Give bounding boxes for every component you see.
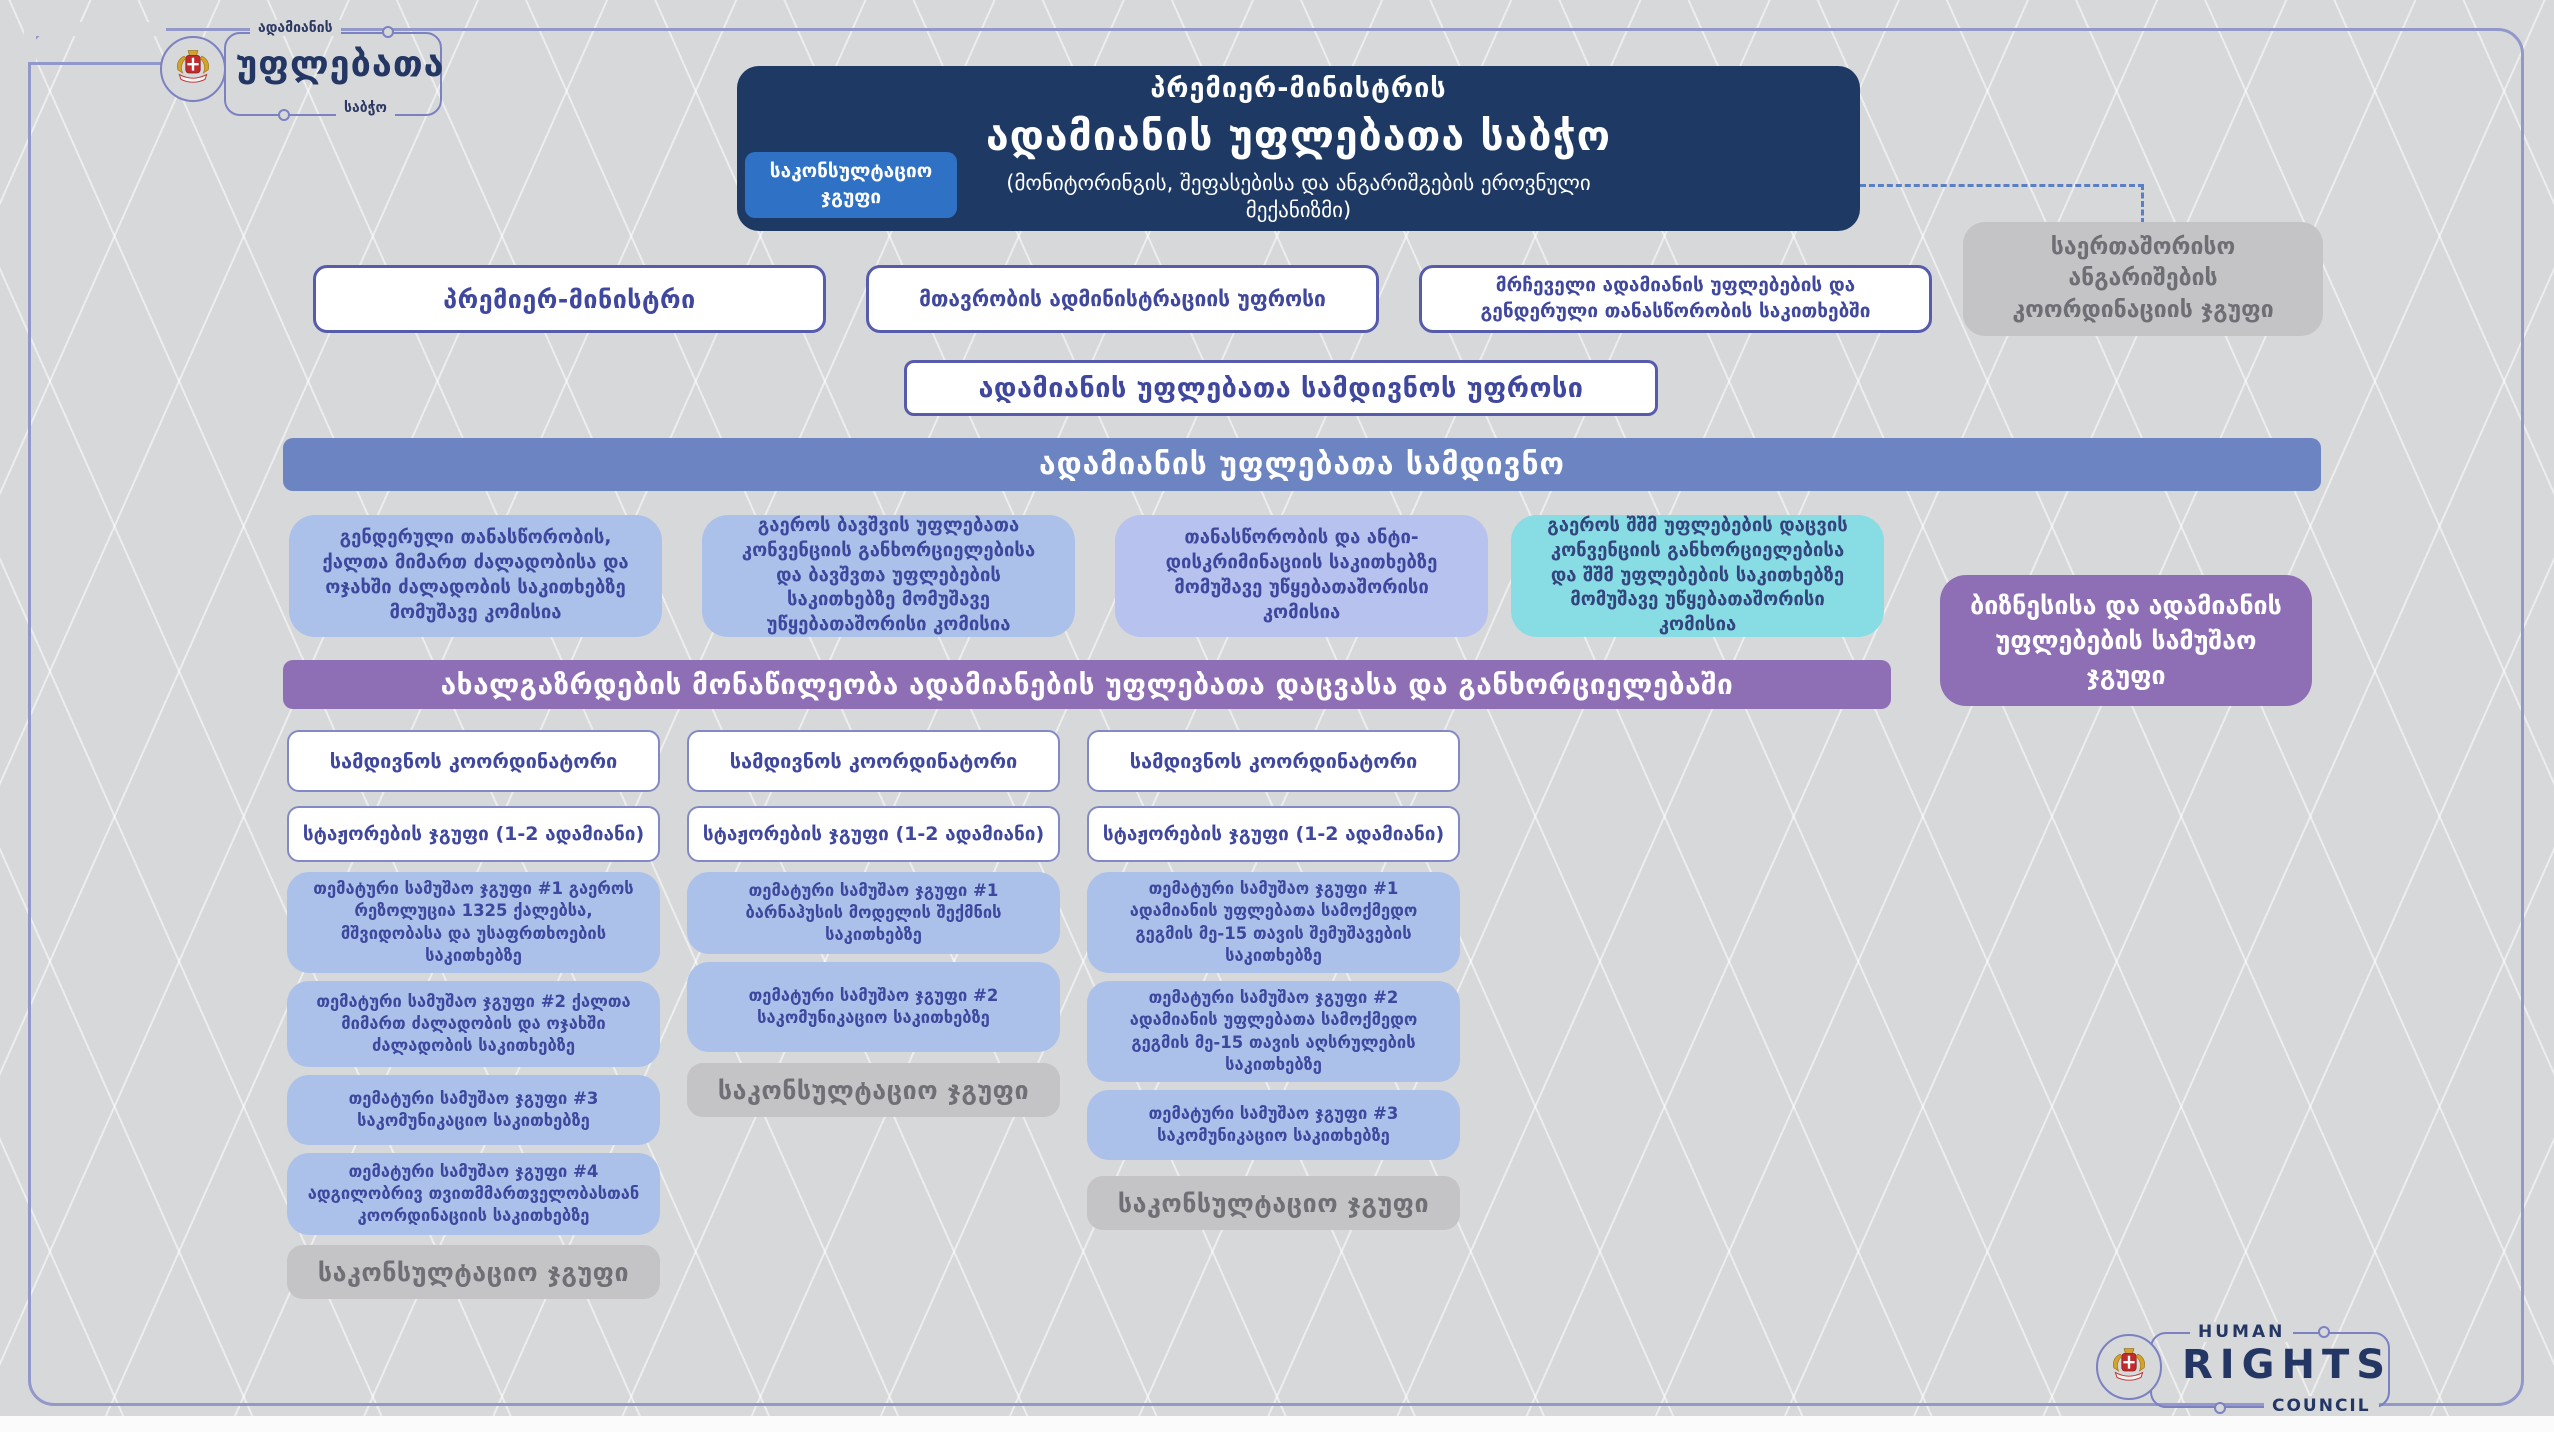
govt-administration-head-box: მთავრობის ადმინისტრაციის უფროსი: [866, 265, 1379, 333]
commission-crpd-box: გაეროს შშმ უფლებების დაცვის კონვენციის განხორციელებისა და შშმ უფლებების საკითხებზე მომუშავე უწყებათაშორისი კომისია: [1511, 515, 1884, 637]
youth-column-2: [687, 730, 1060, 1117]
column1-twg1-box: თემატური სამუშაო ჯგუფი #1 გაეროს რეზოლუცია 1325 ქალებსა, მშვიდობასა და უსაფრთხოების საკითხებზე: [287, 872, 660, 973]
column3-twg2-box: თემატური სამუშაო ჯგუფი #2 ადამიანის უფლებათა სამოქმედო გეგმის მე-15 თავის აღსრულების საკითხებზე: [1087, 981, 1460, 1082]
column1-twg2-box: თემატური სამუშაო ჯგუფი #2 ქალთა მიმართ ძალადობის და ოჯახში ძალადობის საკითხებზე: [287, 981, 660, 1067]
hr-gender-advisor-box: მრჩეველი ადამიანის უფლებების და გენდერული თანასწორობის საკითხებში: [1419, 265, 1932, 333]
logo-en-dot-top: [2318, 1326, 2330, 1338]
dashed-connector-horizontal: [1860, 184, 2144, 187]
logo-en-text-bottom: COUNCIL: [2264, 1396, 2379, 1416]
column3-twg1-box: თემატური სამუშაო ჯგუფი #1 ადამიანის უფლებათა სამოქმედო გეგმის მე-15 თავის შემუშავების საკითხებზე: [1087, 872, 1460, 973]
column3-consultative-group-box: საკონსულტაციო ჯგუფი: [1087, 1176, 1460, 1230]
column1-twg4-box: თემატური სამუშაო ჯგუფი #4 ადგილობრივ თვითმმართველობასთან კოორდინაციის საკითხებზე: [287, 1153, 660, 1235]
header-subtitle: (მონიტორინგის, შეფასებისა და ანგარიშგების ეროვნული მექანიზმი): [1006, 170, 1591, 222]
logo-dot-top: [382, 26, 394, 38]
logo-text-top: ადამიანის: [250, 20, 341, 36]
column2-consultative-group-box: საკონსულტაციო ჯგუფი: [687, 1063, 1060, 1117]
youth-column-3: [1087, 730, 1460, 1230]
column1-twg3-box: თემატური სამუშაო ჯგუფი #3 საკომუნიკაციო საკითხებზე: [287, 1075, 660, 1145]
logo-text-main: უფლებათა: [236, 44, 445, 85]
logo-en-text-top: HUMAN: [2190, 1322, 2293, 1342]
header-title-line1: პრემიერ-მინისტრის: [1150, 72, 1447, 104]
secretariat-banner: ადამიანის უფლებათა სამდივნო: [283, 438, 2321, 491]
column1-consultative-group-box: საკონსულტაციო ჯგუფი: [287, 1245, 660, 1299]
coat-of-arms-svg-en: [2105, 1343, 2153, 1391]
hrc-logo-georgian: [160, 12, 460, 124]
column3-twg3-box: თემატური სამუშაო ჯგუფი #3 საკომუნიკაციო საკითხებზე: [1087, 1090, 1460, 1160]
commission-anti-discrimination-box: თანასწორობის და ანტი-დისკრიმინაციის საკითხებზე მომუშავე უწყებათაშორისი კომისია: [1115, 515, 1488, 637]
dashed-connector-vertical: [2141, 184, 2144, 224]
secretariat-head-box: ადამიანის უფლებათა სამდივნოს უფროსი: [904, 360, 1658, 416]
column2-interns-box: სტაჟორების ჯგუფი (1-2 ადამიანი): [687, 806, 1060, 862]
column2-twg1-box: თემატური სამუშაო ჯგუფი #1 ბარნაჰუსის მოდელის შექმნის საკითხებზე: [687, 872, 1060, 954]
business-human-rights-group-box: ბიზნესისა და ადამიანის უფლებების სამუშაო ჯგუფი: [1940, 575, 2312, 706]
georgia-coat-of-arms-icon-en: [2096, 1334, 2162, 1400]
header-title-line2: ადამიანის უფლებათა საბჭო: [985, 111, 1612, 160]
column2-twg2-box: თემატური სამუშაო ჯგუფი #2 საკომუნიკაციო საკითხებზე: [687, 962, 1060, 1052]
logo-en-dot-bottom: [2214, 1402, 2226, 1414]
hrc-logo-english: [2096, 1318, 2406, 1422]
international-reporting-group-box: საერთაშორისო ანგარიშების კოორდინაციის ჯგუფი: [1963, 222, 2323, 336]
logo-dot-bottom: [278, 109, 290, 121]
youth-participation-banner: ახალგაზრდების მონაწილეობა ადამიანების უფლებათა დაცვასა და განხორციელებაში: [283, 660, 1891, 709]
logo-text-bottom: საბჭო: [336, 100, 395, 116]
column3-interns-box: სტაჟორების ჯგუფი (1-2 ადამიანი): [1087, 806, 1460, 862]
council-header: [737, 66, 1860, 231]
frame-logo-connector: [28, 62, 168, 65]
frame-mask-top: [24, 22, 166, 36]
coat-of-arms-svg: [169, 45, 217, 93]
column2-coordinator-box: სამდივნოს კოორდინატორი: [687, 730, 1060, 792]
prime-minister-box: პრემიერ-მინისტრი: [313, 265, 826, 333]
frame-mask-left: [24, 24, 36, 62]
column1-coordinator-box: სამდივნოს კოორდინატორი: [287, 730, 660, 792]
logo-en-text-main: RIGHTS: [2182, 1342, 2393, 1388]
commission-gender-equality-box: გენდერული თანასწორობის, ქალთა მიმართ ძალადობისა და ოჯახში ძალადობის საკითხებზე მომუშავე კომისია: [289, 515, 662, 637]
column1-interns-box: სტაჟორების ჯგუფი (1-2 ადამიანი): [287, 806, 660, 862]
georgia-coat-of-arms-icon: [160, 36, 226, 102]
column3-coordinator-box: სამდივნოს კოორდინატორი: [1087, 730, 1460, 792]
consultative-group-badge: საკონსულტაციო ჯგუფი: [745, 152, 957, 218]
youth-column-1: [287, 730, 660, 1299]
commission-child-rights-box: გაეროს ბავშვის უფლებათა კონვენციის განხორციელებისა და ბავშვთა უფლებების საკითხებზე მომუშავე უწყებათაშორისი კომისია: [702, 515, 1075, 637]
